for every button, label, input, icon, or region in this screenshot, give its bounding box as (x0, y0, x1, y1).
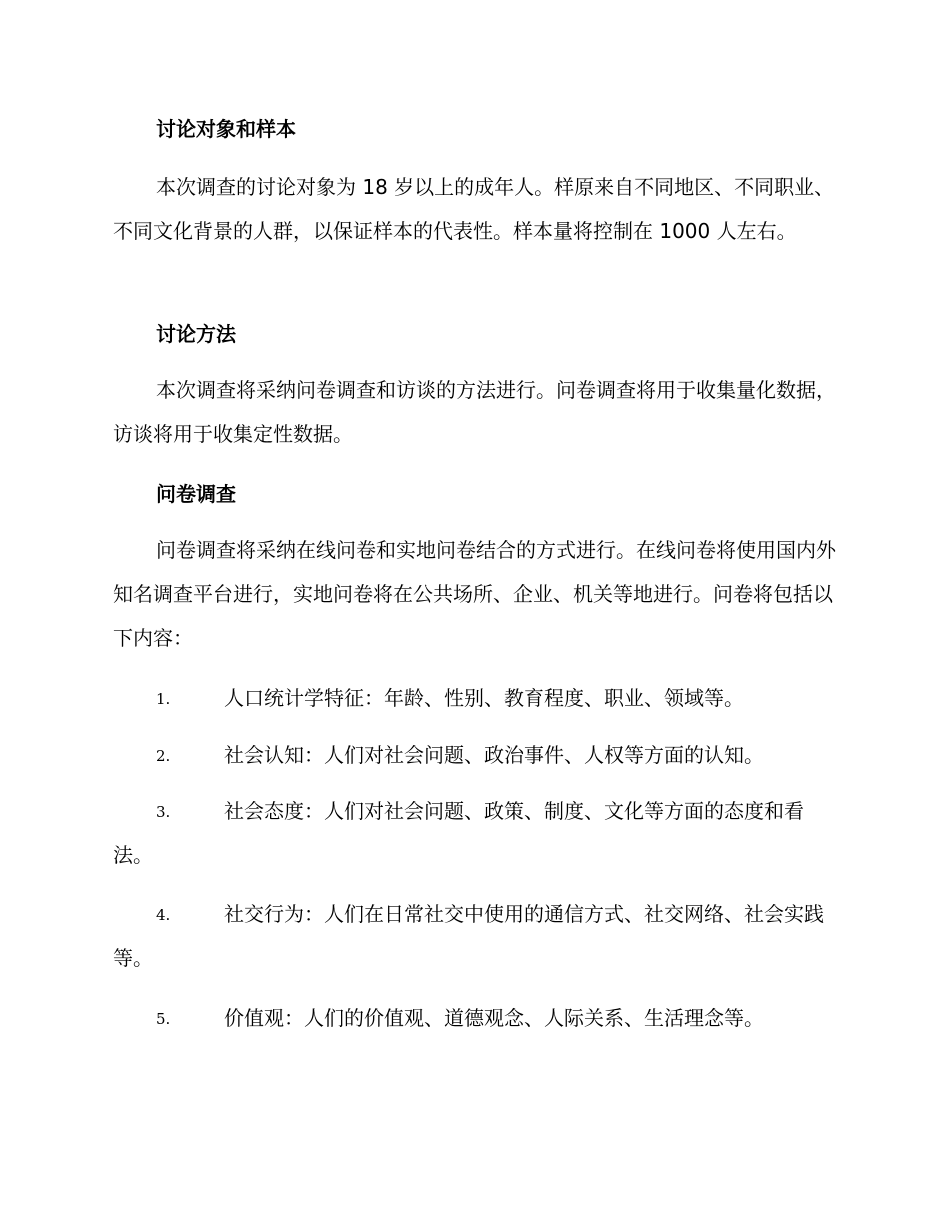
section-heading-subjects: 讨论对象和样本 (156, 117, 296, 141)
list-item-text: 价值观：人们的价值观、道德观念、人际关系、生活理念等。 (224, 1006, 764, 1030)
list-item-text: 社会认知：人们对社会问题、政治事件、人权等方面的认知。 (224, 743, 764, 767)
list-item-number: 5. (156, 1010, 171, 1028)
section-heading-questionnaire: 问卷调查 (156, 482, 236, 506)
list-item-number: 3. (156, 803, 171, 821)
paragraph-subjects: 本次调查的讨论对象为 18 岁以上的成年人。样原来自不同地区、不同职业、不同文化背景的人群，以保证样本的代表性。样本量将控制在 1000 人左右。 (113, 175, 835, 243)
list-item-text: 人口统计学特征：年龄、性别、教育程度、职业、领域等。 (224, 686, 744, 710)
paragraph-questionnaire: 问卷调查将采纳在线问卷和实地问卷结合的方式进行。在线问卷将使用国内外知名调查平台进行，实地问卷将在公共场所、企业、机关等地进行。问卷将包括以下内容： (113, 538, 836, 650)
paragraph-methods: 本次调查将采纳问卷调查和访谈的方法进行。问卷调查将用于收集量化数据，访谈将用于收集定性数据。 (113, 378, 836, 446)
section-heading-methods: 讨论方法 (156, 322, 236, 346)
list-item-number: 2. (156, 747, 171, 765)
list-item-text: 社会态度：人们对社会问题、政策、制度、文化等方面的态度和看法。 (113, 799, 804, 867)
list-item-text: 社交行为：人们在日常社交中使用的通信方式、社交网络、社会实践等。 (113, 902, 824, 970)
list-item-number: 4. (156, 906, 171, 924)
list-item-number: 1. (156, 690, 171, 708)
